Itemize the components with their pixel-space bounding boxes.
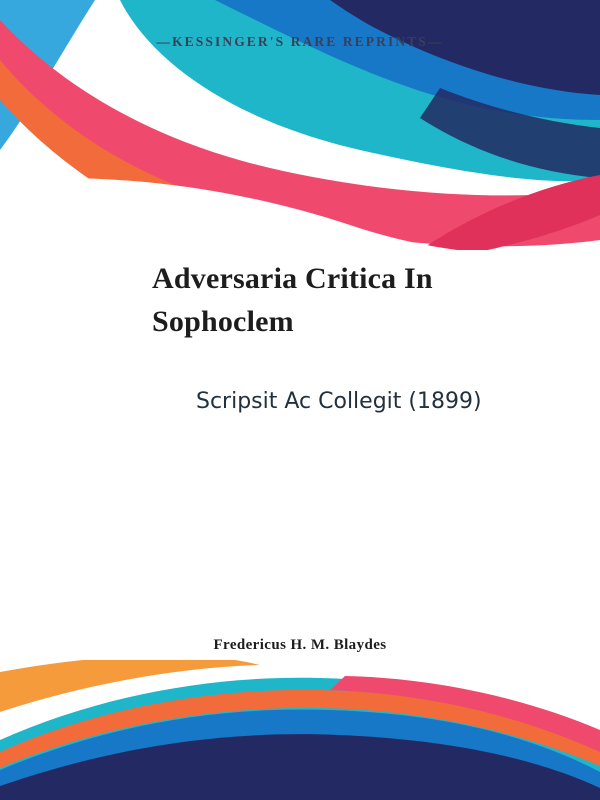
author-name: Fredericus H. M. Blaydes — [213, 637, 387, 653]
publisher-imprint: —KESSINGER'S RARE REPRINTS— — [156, 34, 444, 49]
page-subtitle: Scripsit Ac Collegit (1899) — [196, 389, 482, 414]
page-title: Adversaria Critica In Sophoclem — [152, 262, 433, 338]
